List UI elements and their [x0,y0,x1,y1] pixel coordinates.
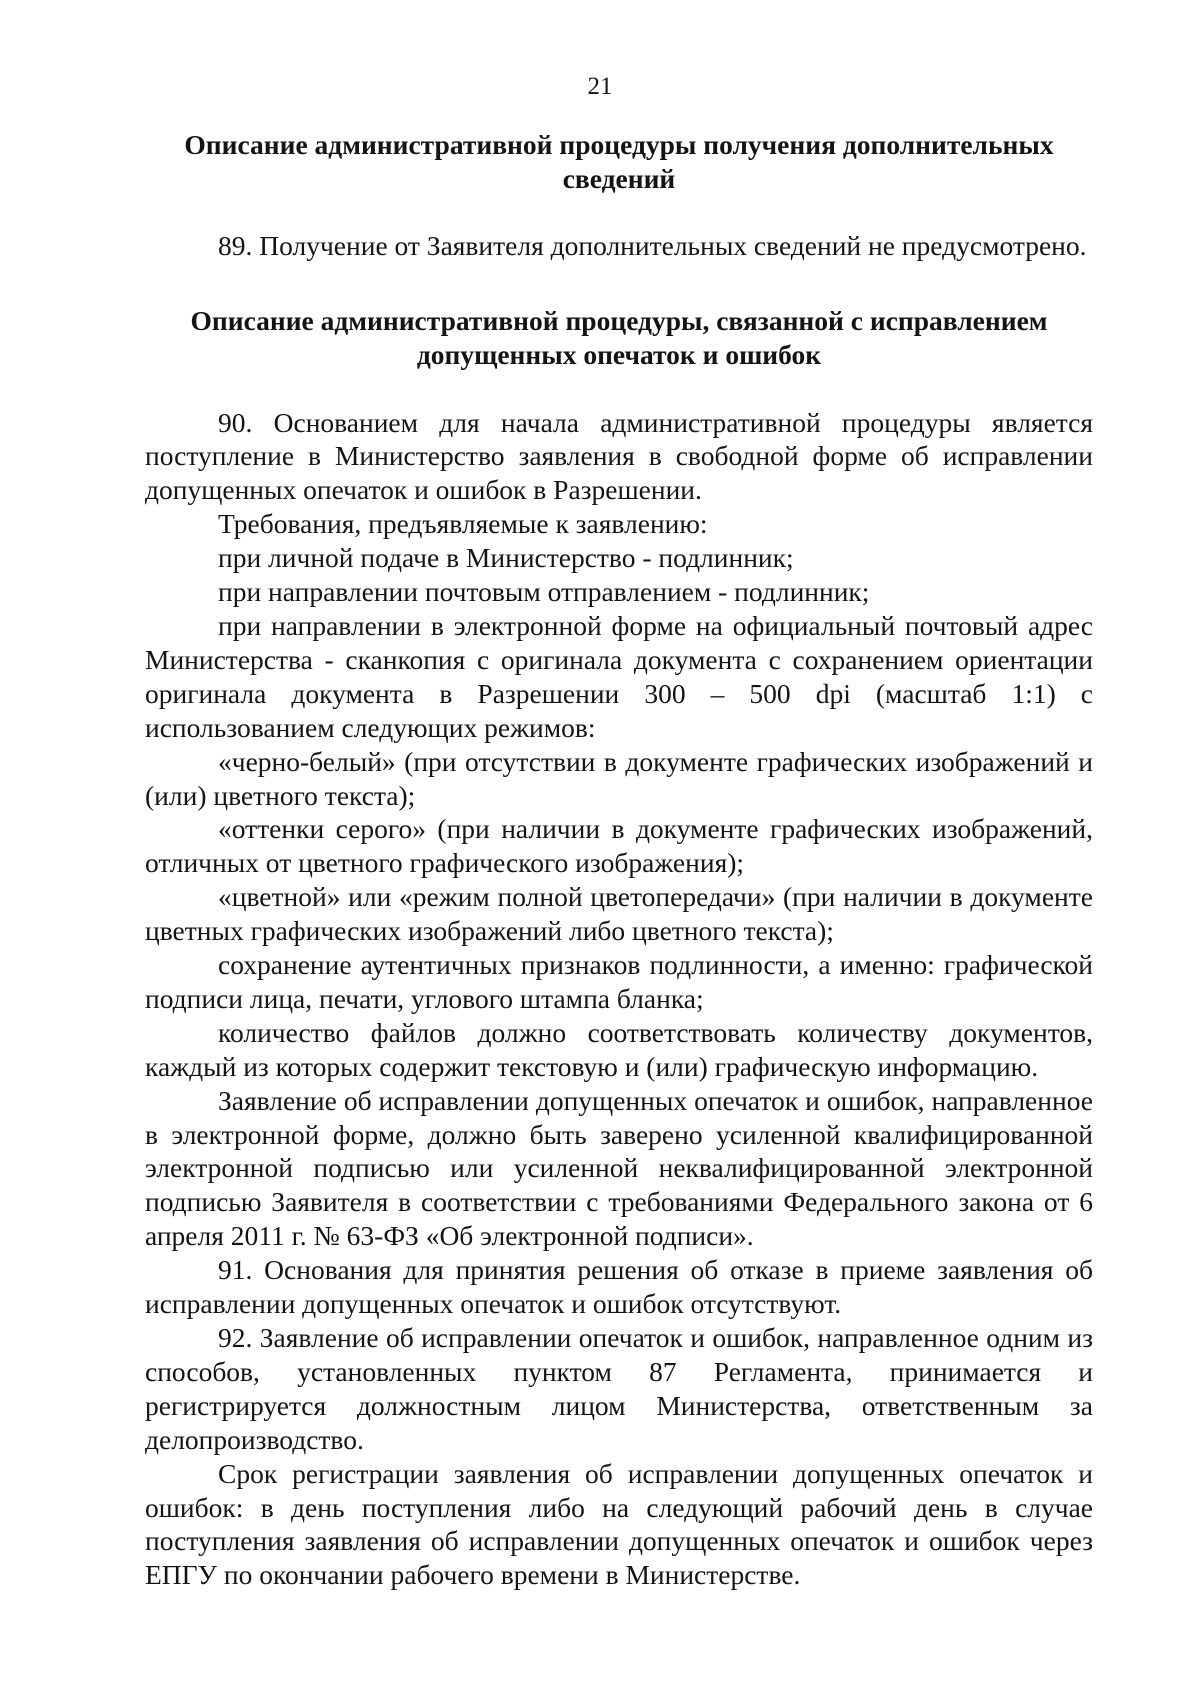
heading-line: Описание административной процедуры получения дополнительных [184,129,1054,160]
section-heading-corrections [145,304,1093,372]
paragraph-91: 91. Основания для принятия решения об отказе в приеме заявления об исправлении допущенных опечаток и ошибок отсутствуют. [145,1254,1093,1320]
list-item: «цветной» или «режим полной цветопередачи» (при наличии в документе цветных графических изображений либо цветного текста); [145,881,1093,947]
heading-line: сведений [562,162,676,194]
page-number: 21 [587,73,613,100]
heading-line: допущенных опечаток и ошибок [416,338,822,370]
section-heading-additional-info [145,128,1093,196]
paragraph-92: 92. Заявление об исправлении опечаток и ошибок, направленное одним из способов, установленных пунктом 87 Регламента, принимается и регистрируется должностным лицом Министерства, ответственным за делопроизводство. [145,1322,1093,1455]
paragraph-registration-term: Срок регистрации заявления об исправлении допущенных опечаток и ошибок: в день поступления либо на следующий рабочий день в случае поступления заявления об исправлении допущенных опечаток и ошибок через ЕПГУ по окончании рабочего времени в Министерстве. [145,1457,1093,1591]
paragraph-requirements: Требования, предъявляемые к заявлению: [218,508,708,540]
list-item: при направлении почтовым отправлением - подлинник; [218,576,870,608]
heading-line: Описание административной процедуры, связанной с исправлением [190,304,1048,336]
document-body [145,128,1093,1592]
paragraph-90: 90. Основанием для начала административной процедуры является поступление в Министерство заявления в свободной форме об исправлении допущенных опечаток и ошибок в Разрешении. [145,406,1093,506]
list-item: «черно-белый» (при отсутствии в документе графических изображений и (или) цветного текста); [145,745,1093,811]
list-item: «оттенки серого» (при наличии в документе графических изображений, отличных от цветного графического изображения); [145,813,1093,879]
paragraph-signature-requirement: Заявление об исправлении допущенных опечаток и ошибок, направленное в электронной форме, должно быть заверено усиленной квалифицированной электронной подписью или усиленной неквалифицированной электронной подписью Заявителя в соответствии с требованиями Федерального закона от 6 апреля 2011 г. № 63-ФЗ «Об электронной подписи». [145,1084,1093,1252]
paragraph-89: 89. Получение от Заявителя дополнительных сведений не предусмотрено. [218,229,1087,261]
list-item: количество файлов должно соответствовать количеству документов, каждый из которых содержит текстовую и (или) графическую информацию. [145,1016,1093,1082]
list-item: сохранение аутентичных признаков подлинности, а именно: графической подписи лица, печати, углового штампа бланка; [145,949,1093,1014]
list-item: при направлении в электронной форме на официальный почтовый адрес Министерства - сканкопия с оригинала документа с сохранением ориентации оригинала документа в Разрешении 300 – 500 dpi (масштаб 1:1) с использованием следующих режимов: [145,609,1093,743]
list-item: при личной подаче в Министерство - подлинник; [218,542,794,574]
